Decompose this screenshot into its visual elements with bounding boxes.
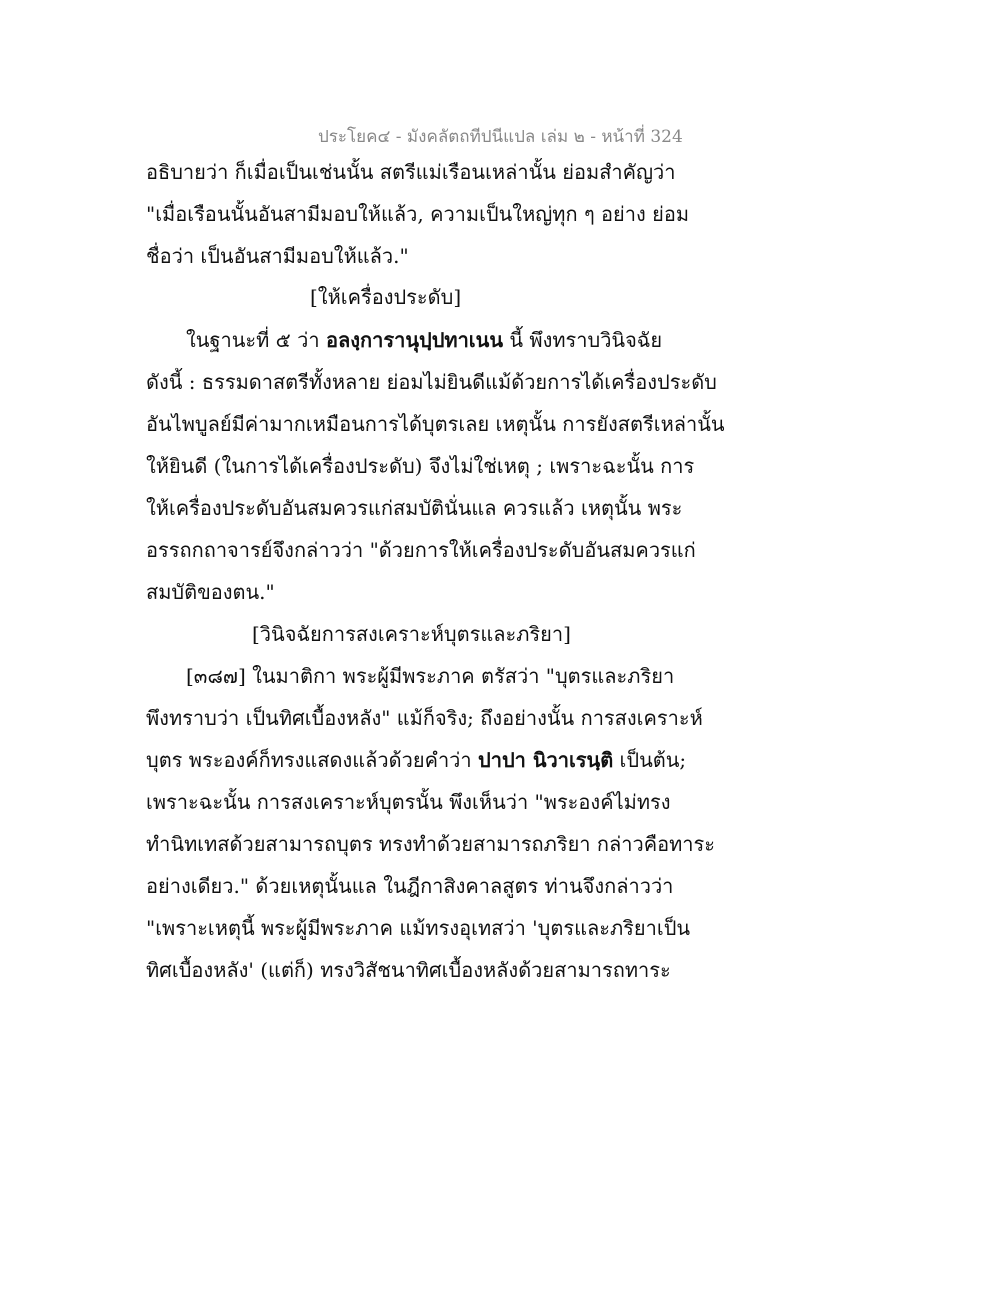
section-heading: [ให้เครื่องประดับ]	[310, 285, 462, 309]
page-header: ประโยค๔ - มังคลัตถทีปนีแปล เล่ม ๒ - หน้าที่ 324	[318, 127, 683, 147]
text-line: ให้เครื่องประดับอันสมควรแก่สมบัตินั่นแล ควรแล้ว เหตุนั้น พระ	[146, 496, 683, 520]
text-line: [๓๘๗] ในมาติกา พระผู้มีพระภาค ตรัสว่า "บุตรและภริยา	[186, 664, 675, 688]
pali-term: อลงฺการานุปฺปทาเนน	[325, 328, 503, 352]
text-line: ให้ยินดี (ในการได้เครื่องประดับ) จึงไม่ใช่เหตุ ; เพราะฉะนั้น การ	[146, 454, 695, 478]
text-line: สมบัติของตน."	[146, 580, 275, 604]
text-line: ดังนี้ : ธรรมดาสตรีทั้งหลาย ย่อมไม่ยินดีแม้ด้วยการได้เครื่องประดับ	[146, 370, 717, 394]
text-line: ทิศเบื้องหลัง' (แต่ก็) ทรงวิสัชนาทิศเบื้องหลังด้วยสามารถทาระ	[146, 958, 671, 982]
text-span: บุตร พระองค์ก็ทรงแสดงแล้วด้วยคำว่า	[146, 748, 479, 772]
text-line: ชื่อว่า เป็นอันสามีมอบให้แล้ว."	[146, 244, 409, 268]
text-line: อันไพบูลย์มีค่ามากเหมือนการได้บุตรเลย เหตุนั้น การยังสตรีเหล่านั้น	[146, 412, 725, 436]
text-line	[186, 326, 662, 354]
section-heading: [วินิจฉัยการสงเคราะห์บุตรและภริยา]	[252, 622, 571, 646]
text-line: อย่างเดียว." ด้วยเหตุนั้นแล ในฎีกาสิงคาลสูตร ท่านจึงกล่าวว่า	[146, 874, 674, 898]
text-span: ในฐานะที่ ๕ ว่า	[186, 328, 326, 352]
text-line: อธิบายว่า ก็เมื่อเป็นเช่นนั้น สตรีแม่เรือนเหล่านั้น ย่อมสำคัญว่า	[146, 160, 676, 184]
text-line: "เพราะเหตุนี้ พระผู้มีพระภาค แม้ทรงอุเทสว่า 'บุตรและภริยาเป็น	[146, 916, 691, 940]
text-span: เป็นต้น;	[613, 748, 687, 772]
text-line: "เมื่อเรือนนั้นอันสามีมอบให้แล้ว, ความเป็นใหญ่ทุก ๆ อย่าง ย่อม	[146, 202, 690, 226]
text-line: อรรถกถาจารย์จึงกล่าวว่า "ด้วยการให้เครื่องประดับอันสมควรแก่	[146, 538, 696, 562]
text-line: พึงทราบว่า เป็นทิศเบื้องหลัง" แม้ก็จริง; ถึงอย่างนั้น การสงเคราะห์	[146, 706, 703, 730]
text-line	[146, 746, 686, 774]
text-line: เพราะฉะนั้น การสงเคราะห์บุตรนั้น พึงเห็นว่า "พระองค์ไม่ทรง	[146, 790, 671, 814]
text-line: ทำนิทเทสด้วยสามารถบุตร ทรงทำด้วยสามารถภริยา กล่าวคือทาระ	[146, 832, 716, 856]
pali-term: ปาปา นิวาเรนฺติ	[478, 748, 614, 772]
text-span: นี้ พึงทราบวินิจฉัย	[503, 328, 663, 352]
